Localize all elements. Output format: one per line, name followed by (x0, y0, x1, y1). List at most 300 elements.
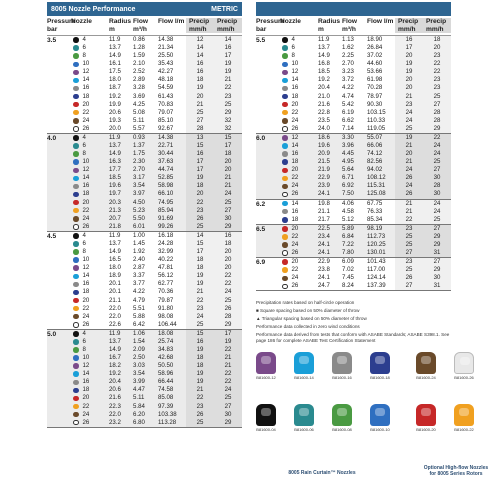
flow-lm-cell: 70.36 (158, 288, 174, 296)
table-row (280, 76, 451, 84)
precip-square-cell: 19 (186, 84, 214, 92)
nozzle-color-dot-icon (73, 53, 79, 59)
radius-cell: 18.0 (109, 264, 121, 272)
nozzle-color-dot-icon (73, 306, 79, 312)
precip-square-cell: 25 (186, 223, 214, 231)
precip-triangle-cell: 32 (214, 117, 242, 125)
precip-triangle-cell: 21 (214, 362, 242, 370)
radius-cell: 19.7 (109, 190, 121, 198)
precip-triangle-cell: 15 (214, 134, 242, 142)
radius-cell: 20.9 (318, 150, 330, 158)
flow-m3h-cell: 6.92 (342, 182, 354, 190)
flow-lm-cell: 25.74 (158, 337, 174, 345)
nozzle-color-dot-icon (282, 192, 288, 198)
nozzle-color-dot-icon (282, 62, 288, 68)
radius-cell: 20.6 (109, 108, 121, 116)
nozzle-cell: 10 (71, 158, 109, 166)
precip-triangle-cell: 22 (423, 68, 451, 76)
nozzle-cell: 4 (71, 134, 109, 142)
precip-triangle-cell: 25 (423, 158, 451, 166)
nozzle-code-label: B81600-24 (416, 375, 436, 380)
flow-m3h-cell: 7.22 (342, 240, 354, 248)
flow-lm-cell: 61.98 (367, 76, 383, 84)
nozzle-cell: 24 (280, 241, 318, 249)
nozzle-cell: 18 (71, 190, 109, 198)
precip-triangle-cell: 14 (214, 36, 242, 44)
flow-m3h-cell: 4.47 (133, 386, 145, 394)
flow-lm-cell: 40.22 (158, 256, 174, 264)
nozzle-color-dot-icon (282, 110, 288, 116)
precip-square-cell: 20 (395, 52, 423, 60)
precip-triangle-cell: 20 (214, 256, 242, 264)
pressure-section (47, 134, 242, 232)
radius-cell: 21.3 (109, 206, 121, 214)
flow-lm-cell: 108.12 (367, 174, 386, 182)
left-performance-table (47, 2, 242, 428)
precip-triangle-cell: 23 (423, 76, 451, 84)
precip-triangle-cell: 20 (214, 248, 242, 256)
nozzle-image (370, 352, 390, 374)
precip-square-cell: 24 (395, 182, 423, 190)
precip-triangle-cell: 21 (214, 76, 242, 84)
precip-square-cell: 21 (395, 158, 423, 166)
precip-square-cell: 21 (186, 101, 214, 109)
precip-square-cell: 16 (186, 150, 214, 158)
flow-lm-cell: 58.96 (158, 370, 174, 378)
table-row (280, 60, 451, 68)
nozzle-color-dot-icon (73, 322, 79, 328)
flow-m3h-cell: 2.89 (133, 76, 145, 84)
nozzle-color-dot-icon (282, 70, 288, 76)
radius-cell: 22.3 (109, 402, 121, 410)
precip-triangle-cell: 31 (423, 282, 451, 290)
table-row (280, 68, 451, 76)
table-row (280, 241, 451, 249)
nozzle-color-dot-icon (73, 331, 79, 337)
precip-square-cell: 18 (186, 256, 214, 264)
pressure-value: 5.5 (256, 37, 266, 44)
radius-cell: 21.6 (318, 100, 330, 108)
header-precip-square: Precip mm/h (395, 18, 423, 33)
precip-square-cell: 27 (186, 117, 214, 125)
precip-triangle-cell: 29 (214, 419, 242, 427)
table-row (71, 117, 242, 125)
nozzle-color-dot-icon (73, 298, 79, 304)
nozzle-cell: 8 (71, 248, 109, 256)
flow-m3h-cell: 5.88 (133, 312, 145, 320)
nozzle-cell: 20 (280, 258, 318, 266)
nozzle-photo (413, 352, 439, 380)
flow-m3h-cell: 4.95 (342, 158, 354, 166)
precip-square-cell: 19 (186, 370, 214, 378)
rain-curtain-caption: 8005 Rain Curtain™ Nozzles (288, 470, 356, 476)
nozzle-cell: 4 (71, 232, 109, 240)
note: ■ Square spacing based on 50% diameter of throw (256, 308, 360, 313)
precip-square-cell: 27 (395, 249, 423, 257)
flow-m3h-cell: 6.19 (342, 108, 354, 116)
radius-cell: 21.9 (318, 166, 330, 174)
header-radius: Radius m (109, 18, 131, 33)
flow-lm-cell: 47.81 (158, 264, 174, 272)
flow-lm-cell: 35.43 (158, 60, 174, 68)
precip-square-cell: 25 (395, 233, 423, 241)
nozzle-color-dot-icon (282, 45, 288, 51)
flow-m3h-cell: 2.25 (342, 52, 354, 60)
header-nozzle: Nozzle (71, 18, 92, 25)
radius-cell: 18.2 (109, 362, 121, 370)
precip-square-cell: 19 (186, 272, 214, 280)
flow-lm-cell: 74.95 (158, 198, 174, 206)
nozzle-cell: 26 (280, 249, 318, 257)
flow-m3h-cell: 3.96 (342, 142, 354, 150)
flow-m3h-cell: 1.54 (133, 337, 145, 345)
flow-lm-cell: 103.38 (158, 410, 177, 418)
flow-m3h-cell: 1.28 (133, 44, 145, 52)
precip-square-cell: 19 (186, 174, 214, 182)
nozzle-cell: 18 (280, 216, 318, 224)
table-row (71, 109, 242, 117)
nozzle-photo (367, 352, 393, 380)
flow-m3h-cell: 8.24 (342, 282, 354, 290)
precip-square-cell: 18 (186, 76, 214, 84)
flow-m3h-cell: 5.51 (133, 304, 145, 312)
flow-m3h-cell: 4.58 (342, 207, 354, 215)
nozzle-color-dot-icon (282, 126, 288, 132)
nozzle-photo (253, 352, 279, 380)
precip-triangle-cell: 23 (423, 84, 451, 92)
precip-square-cell: 24 (395, 109, 423, 117)
table-row (71, 84, 242, 92)
nozzle-cell: 16 (280, 208, 318, 216)
flow-m3h-cell: 4.22 (342, 84, 354, 92)
precip-triangle-cell: 29 (423, 266, 451, 274)
radius-cell: 19.6 (109, 182, 121, 190)
flow-lm-cell: 98.08 (158, 312, 174, 320)
flow-m3h-cell: 4.45 (342, 150, 354, 158)
nozzle-cell: 14 (71, 76, 109, 84)
nozzle-cell: 10 (71, 60, 109, 68)
precip-triangle-cell: 29 (214, 223, 242, 231)
flow-m3h-cell: 7.14 (342, 124, 354, 132)
flow-m3h-cell: 5.23 (133, 206, 145, 214)
nozzle-color-dot-icon (73, 159, 79, 165)
nozzle-color-dot-icon (282, 159, 288, 165)
radius-cell: 11.9 (109, 329, 121, 337)
nozzle-color-dot-icon (282, 201, 288, 207)
flow-lm-cell: 66.10 (158, 190, 174, 198)
radius-cell: 18.7 (109, 84, 121, 92)
flow-lm-cell: 74.58 (158, 386, 174, 394)
precip-triangle-cell: 20 (214, 264, 242, 272)
nozzle-cell: 16 (280, 84, 318, 92)
table-row (280, 249, 451, 257)
flow-lm-cell: 99.26 (158, 222, 174, 230)
precip-triangle-cell: 17 (214, 142, 242, 150)
radius-cell: 19.2 (109, 92, 121, 100)
precip-square-cell: 17 (186, 158, 214, 166)
precip-square-cell: 22 (395, 216, 423, 224)
flow-m3h-cell: 1.06 (133, 329, 145, 337)
nozzle-cell: 26 (71, 125, 109, 133)
nozzle-color-dot-icon (73, 339, 79, 345)
flow-lm-cell: 55.07 (367, 133, 383, 141)
table-row (280, 166, 451, 174)
table-row (71, 60, 242, 68)
nozzle-cell: 22 (71, 109, 109, 117)
nozzle-color-dot-icon (73, 241, 79, 247)
precip-square-cell: 20 (186, 93, 214, 101)
precip-triangle-cell: 25 (214, 297, 242, 305)
precip-triangle-cell: 30 (423, 190, 451, 198)
radius-cell: 22.0 (109, 312, 121, 320)
precip-triangle-cell: 29 (423, 233, 451, 241)
nozzle-color-dot-icon (73, 216, 79, 222)
nozzle-cell: 16 (71, 182, 109, 190)
nozzle-color-dot-icon (73, 233, 79, 239)
flow-m3h-cell: 6.80 (133, 418, 145, 426)
table-row (71, 232, 242, 240)
flow-lm-cell: 67.75 (367, 199, 383, 207)
nozzle-photo (329, 404, 355, 432)
nozzle-code-label: B81600-14 (294, 375, 314, 380)
precip-triangle-cell: 19 (214, 338, 242, 346)
radius-cell: 20.1 (109, 280, 121, 288)
table-row (71, 297, 242, 305)
nozzle-color-dot-icon (73, 380, 79, 386)
nozzle-photo (291, 352, 317, 380)
nozzle-cell: 24 (71, 215, 109, 223)
radius-cell: 21.0 (318, 92, 330, 100)
table-row (71, 313, 242, 321)
nozzle-color-dot-icon (73, 192, 79, 198)
header-radius: Radius m (318, 18, 340, 33)
nozzle-code-label: B81600-18 (370, 375, 390, 380)
precip-square-cell: 25 (395, 266, 423, 274)
nozzle-photo (413, 404, 439, 432)
table-row (71, 354, 242, 362)
nozzle-cell: 4 (71, 36, 109, 44)
pressure-value: 6.9 (256, 259, 266, 267)
nozzle-color-dot-icon (73, 78, 79, 84)
nozzle-cell: 18 (71, 93, 109, 101)
nozzle-color-dot-icon (73, 126, 79, 132)
flow-m3h-cell: 3.30 (342, 133, 354, 141)
nozzle-cell: 26 (71, 223, 109, 231)
flow-lm-cell: 42.27 (158, 68, 174, 76)
radius-cell: 11.9 (318, 36, 330, 43)
flow-lm-cell: 117.00 (367, 266, 386, 274)
nozzle-image (294, 404, 314, 426)
table-row (71, 93, 242, 101)
nozzle-color-dot-icon (73, 249, 79, 255)
flow-lm-cell: 58.98 (158, 182, 174, 190)
radius-cell: 22.5 (318, 224, 330, 232)
flow-m3h-cell: 3.72 (342, 76, 354, 84)
nozzle-color-dot-icon (73, 420, 79, 426)
nozzle-cell: 22 (71, 403, 109, 411)
precip-square-cell: 26 (186, 411, 214, 419)
flow-m3h-cell: 5.50 (133, 214, 145, 222)
radius-cell: 19.3 (109, 116, 121, 124)
note: Performance data collected in zero wind conditions (256, 324, 360, 329)
flow-m3h-cell: 5.64 (342, 166, 354, 174)
precip-square-cell: 22 (186, 394, 214, 402)
nozzle-code-label: B81600-20 (416, 427, 436, 432)
precip-square-cell: 19 (186, 346, 214, 354)
nozzle-color-dot-icon (73, 176, 79, 182)
nozzle-image (332, 404, 352, 426)
pressure-section (256, 134, 451, 200)
flow-lm-cell: 62.77 (158, 280, 174, 288)
table-row (71, 158, 242, 166)
radius-cell: 18.5 (109, 174, 121, 182)
flow-lm-cell: 137.39 (367, 282, 386, 290)
precip-triangle-cell: 28 (214, 313, 242, 321)
radius-cell: 17.7 (109, 166, 121, 174)
precip-triangle-cell: 22 (214, 378, 242, 386)
radius-cell: 22.8 (318, 108, 330, 116)
radius-cell: 21.7 (318, 215, 330, 223)
note: Performance data derived from tests that conform with ASABE Standards; ASABE S398.1. See page 186 for complete ASABE Test Certification Statement (256, 332, 450, 343)
radius-cell: 24.1 (318, 240, 330, 248)
pressure-value: 6.5 (256, 225, 266, 233)
precip-triangle-cell: 28 (423, 117, 451, 125)
flow-lm-cell: 70.83 (158, 100, 174, 108)
nozzle-cell: 26 (71, 321, 109, 329)
precip-triangle-cell: 25 (214, 101, 242, 109)
flow-lm-cell: 66.44 (158, 378, 174, 386)
nozzle-cell: 22 (280, 174, 318, 182)
table-row (280, 182, 451, 190)
table-row (71, 305, 242, 313)
nozzle-color-dot-icon (73, 274, 79, 280)
flow-lm-cell: 79.87 (158, 296, 174, 304)
pressure-section (256, 225, 451, 258)
flow-lm-cell: 124.14 (367, 274, 386, 282)
radius-cell: 11.9 (109, 231, 121, 239)
radius-cell: 14.9 (109, 150, 121, 158)
flow-lm-cell: 91.80 (158, 304, 174, 312)
flow-m3h-cell: 5.84 (133, 402, 145, 410)
flow-m3h-cell: 3.17 (133, 174, 145, 182)
nozzle-color-dot-icon (73, 314, 79, 320)
radius-cell: 16.5 (109, 256, 121, 264)
nozzle-color-dot-icon (282, 37, 288, 43)
nozzle-cell: 22 (280, 266, 318, 274)
nozzle-cell: 10 (71, 354, 109, 362)
nozzle-photo (329, 352, 355, 380)
header-nozzle: Nozzle (280, 18, 301, 25)
precip-square-cell: 13 (186, 134, 214, 142)
flow-m3h-cell: 1.45 (133, 239, 145, 247)
flow-lm-cell: 92.67 (158, 124, 174, 132)
table-row (71, 134, 242, 142)
precip-square-cell: 27 (395, 282, 423, 290)
flow-lm-cell: 130.01 (367, 249, 386, 257)
nozzle-cell: 14 (280, 200, 318, 208)
radius-cell: 20.4 (318, 84, 330, 92)
flow-lm-cell: 66.06 (367, 142, 383, 150)
radius-cell: 24.7 (318, 282, 330, 290)
precip-square-cell: 21 (395, 142, 423, 150)
flow-lm-cell: 113.28 (158, 418, 177, 426)
precip-triangle-cell: 18 (423, 36, 451, 44)
nozzle-cell: 20 (280, 225, 318, 233)
precip-triangle-cell: 24 (423, 200, 451, 208)
flow-lm-cell: 21.34 (158, 44, 174, 52)
radius-cell: 22.9 (318, 258, 330, 266)
nozzle-cell: 6 (280, 44, 318, 52)
precip-triangle-cell: 25 (423, 216, 451, 224)
precip-triangle-cell: 30 (214, 215, 242, 223)
radius-cell: 20.1 (109, 288, 121, 296)
precip-square-cell: 24 (395, 117, 423, 125)
nozzle-color-dot-icon (73, 102, 79, 108)
nozzle-cell: 6 (71, 44, 109, 52)
precip-square-cell: 20 (395, 150, 423, 158)
pressure-section (256, 36, 451, 134)
radius-cell: 17.5 (109, 68, 121, 76)
radius-cell: 11.9 (109, 133, 121, 141)
nozzle-color-dot-icon (282, 135, 288, 141)
precip-square-cell: 26 (395, 190, 423, 198)
nozzle-color-dot-icon (73, 265, 79, 271)
table-row (71, 215, 242, 223)
nozzle-color-dot-icon (73, 404, 79, 410)
pressure-section (256, 200, 451, 225)
nozzle-color-dot-icon (282, 267, 288, 273)
table-row (71, 288, 242, 296)
nozzle-photo-grid (253, 352, 493, 462)
radius-cell: 20.4 (109, 378, 121, 386)
nozzle-cell: 8 (71, 150, 109, 158)
flow-m3h-cell: 3.23 (342, 68, 354, 76)
flow-m3h-cell: 2.70 (133, 166, 145, 174)
precip-square-cell: 15 (186, 330, 214, 338)
flow-lm-cell: 26.84 (367, 44, 383, 52)
table-body (47, 36, 242, 428)
flow-m3h-cell: 3.99 (133, 378, 145, 386)
header-flow-lm: Flow l/m (367, 18, 394, 25)
radius-cell: 20.0 (109, 124, 121, 132)
radius-cell: 18.9 (109, 272, 121, 280)
nozzle-cell: 18 (280, 93, 318, 101)
precip-triangle-cell: 27 (423, 225, 451, 233)
precip-square-cell: 25 (395, 125, 423, 133)
radius-cell: 22.0 (109, 410, 121, 418)
table-title-bar (47, 2, 242, 16)
nozzle-color-dot-icon (73, 94, 79, 100)
table-title: 8005 Nozzle Performance (51, 5, 136, 13)
nozzle-cell: 20 (71, 199, 109, 207)
header-precip-triangle: Precip mm/h (214, 18, 242, 33)
precip-triangle-cell: 27 (423, 258, 451, 266)
flow-lm-cell: 30.44 (158, 150, 174, 158)
table-row (71, 378, 242, 386)
flow-lm-cell: 76.33 (367, 207, 383, 215)
flow-lm-cell: 106.44 (158, 320, 177, 328)
flow-m3h-cell: 7.02 (342, 266, 354, 274)
precip-square-cell: 14 (186, 44, 214, 52)
table-row (71, 76, 242, 84)
precip-square-cell: 28 (186, 125, 214, 133)
nozzle-cell: 24 (280, 274, 318, 282)
flow-lm-cell: 32.99 (158, 248, 174, 256)
precip-triangle-cell: 24 (423, 150, 451, 158)
precip-triangle-cell: 22 (214, 84, 242, 92)
radius-cell: 21.5 (318, 158, 330, 166)
flow-lm-cell: 90.30 (367, 100, 383, 108)
